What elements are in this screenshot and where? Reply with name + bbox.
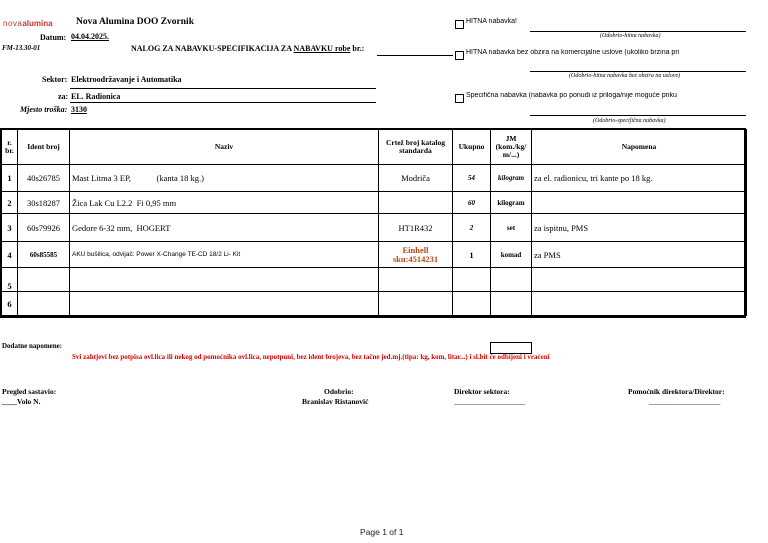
form-code: FM-13.30-01 — [2, 44, 41, 52]
cell-crtez: HT1R432 — [379, 214, 453, 242]
pregled-value: ____Volo N. — [2, 397, 41, 406]
pomocnik-label: Pomoćnik direktora/Direktor: — [628, 387, 725, 396]
cell-ukupno: 54 — [453, 165, 491, 192]
col-rbr: r. br. — [2, 130, 18, 165]
hitna-checkbox[interactable] — [455, 20, 464, 29]
cell-jm: kilogram — [491, 192, 532, 214]
sektor-line — [70, 88, 376, 89]
cell-ukupno — [453, 268, 491, 292]
cell-napomena — [532, 292, 747, 316]
cell-napomena: za el. radionicu, tri kante po 18 kg. — [532, 165, 747, 192]
cell-ident: 60s85585 — [18, 242, 70, 268]
cell-ukupno — [453, 292, 491, 316]
cell-ukupno: 60 — [453, 192, 491, 214]
odobrio-value: Branislav Ristanović — [302, 397, 369, 406]
cell-crtez: Modriča — [379, 165, 453, 192]
cell-jm — [491, 268, 532, 292]
cell-rbr: 2 — [2, 192, 18, 214]
cell-jm: set — [491, 214, 532, 242]
col-jm: JM (kom./kg/ m/...) — [491, 130, 532, 165]
pomocnik-line: ___________________ — [649, 397, 721, 406]
specificna-sign-line — [530, 115, 746, 116]
title-pre: NALOG ZA NABAVKU-SPECIFIKACIJA ZA — [131, 44, 294, 53]
hitna-label: HITNA nabavka! — [466, 18, 517, 25]
page-number: Page 1 of 1 — [360, 527, 404, 537]
warning-text: Svi zahtjevi bez potpisa ovl.lica ili nekog od pomoćnika ovl.lica, nepotpuni, bez ident brojeva, bez tačne jed.mj.(tipa: kg, kom, litar...) i sl.bit će odbijeni i vraćeni — [72, 353, 550, 361]
cell-ident: 30s18287 — [18, 192, 70, 214]
cell-naziv: Mast Litma 3 EP, (kanta 18 kg.) — [70, 165, 379, 192]
specificna-checkbox[interactable] — [455, 94, 464, 103]
mjesto-value: 3130 — [71, 105, 87, 114]
document-title — [131, 44, 364, 53]
cell-naziv: Žica Lak Cu L2.2 Fi 0,95 mm — [70, 192, 379, 214]
cell-napomena — [532, 268, 747, 292]
za-label: za: — [58, 92, 69, 101]
pregled-label: Pregled sastavio: — [2, 387, 57, 396]
cell-jm: kilogram — [491, 165, 532, 192]
direktor-line: ___________________ — [454, 397, 526, 406]
dodatne-label: Dodatne napomene: — [2, 342, 63, 350]
table-row — [2, 192, 747, 214]
col-crtez: Crtež broj katalog standarda — [379, 130, 453, 165]
specificna-sub: (Odobrio-specifična nabavka) — [593, 118, 666, 124]
cell-jm: komad — [491, 242, 532, 268]
table-row — [2, 165, 747, 192]
direktor-label: Direktor sektora: — [454, 387, 510, 396]
cell-ident — [18, 268, 70, 292]
cell-naziv — [70, 268, 379, 292]
cell-rbr: 5 — [2, 268, 18, 292]
datum-label: Datum: — [40, 33, 67, 42]
col-ukupno: Ukupno — [453, 130, 491, 165]
hitna-bez-obzira-label: HITNA nabavka bez obzira na komercijalne uslove (ukoliko brzina pri — [466, 49, 680, 56]
title-post: br.: — [350, 44, 365, 53]
table-row — [2, 214, 747, 242]
doc-number-line — [377, 55, 453, 56]
logo-prefix: nova — [3, 19, 23, 28]
cell-napomena: za ispitnu, PMS — [532, 214, 747, 242]
col-napomena: Napomena — [532, 130, 747, 165]
cell-crtez — [379, 268, 453, 292]
cell-napomena — [532, 192, 747, 214]
cell-naziv: AKU bušilica, odvijač: Power X-Change TE-CD 18/2 Li- Kit — [70, 242, 379, 268]
cell-ukupno: 2 — [453, 214, 491, 242]
hitna-bez-obzira-checkbox[interactable] — [455, 51, 464, 60]
logo-name: alumina — [22, 19, 53, 28]
cell-naziv — [70, 292, 379, 316]
table-header-row — [2, 130, 747, 165]
cell-rbr: 3 — [2, 214, 18, 242]
table-row — [2, 268, 747, 292]
cell-ident — [18, 292, 70, 316]
cell-rbr: 1 — [2, 165, 18, 192]
cell-jm — [491, 292, 532, 316]
cell-rbr: 4 — [2, 242, 18, 268]
hitna-bez-obzira-sign-line — [530, 71, 746, 72]
cell-crtez — [379, 192, 453, 214]
table-row — [2, 242, 747, 268]
mjesto-label: Mjesto troška: — [20, 105, 68, 114]
cell-naziv: Gedore 6-32 mm, HOGERT — [70, 214, 379, 242]
za-line — [70, 102, 376, 103]
cell-ident: 40s26785 — [18, 165, 70, 192]
hitna-sign-line — [530, 31, 746, 32]
hitna-bez-obzira-sub: (Odobrio-hitna nabavka bez obzira na uslove) — [569, 73, 681, 79]
za-value: EL. Radionica — [71, 92, 121, 101]
col-naziv: Naziv — [70, 130, 379, 165]
odobrio-label: Odobrio: — [324, 387, 354, 396]
cell-ident: 60s79926 — [18, 214, 70, 242]
items-table — [1, 129, 747, 316]
hitna-sub: (Odobrio-hitna nabavka) — [600, 33, 661, 39]
cell-rbr: 6 — [2, 292, 18, 316]
cell-napomena: za PMS — [532, 242, 747, 268]
cell-ukupno: 1 — [453, 242, 491, 268]
cell-crtez: Einhell sku:4514231 — [379, 242, 453, 268]
title-underlined: NABAVKU robe — [293, 44, 351, 53]
company-logo — [3, 19, 53, 28]
specificna-label: Specifična nabavka (nabavka po ponudi iz priloga/nije moguće priku — [466, 92, 677, 99]
col-ident: Ident broj — [18, 130, 70, 165]
sektor-label: Sektor: — [42, 75, 68, 84]
datum-value: 04.04.2025. — [71, 32, 109, 41]
sektor-value: Elektroodržavanje i Automatika — [71, 75, 182, 84]
company-name: Nova Alumina DOO Zvornik — [76, 17, 194, 27]
table-row — [2, 292, 747, 316]
cell-crtez — [379, 292, 453, 316]
